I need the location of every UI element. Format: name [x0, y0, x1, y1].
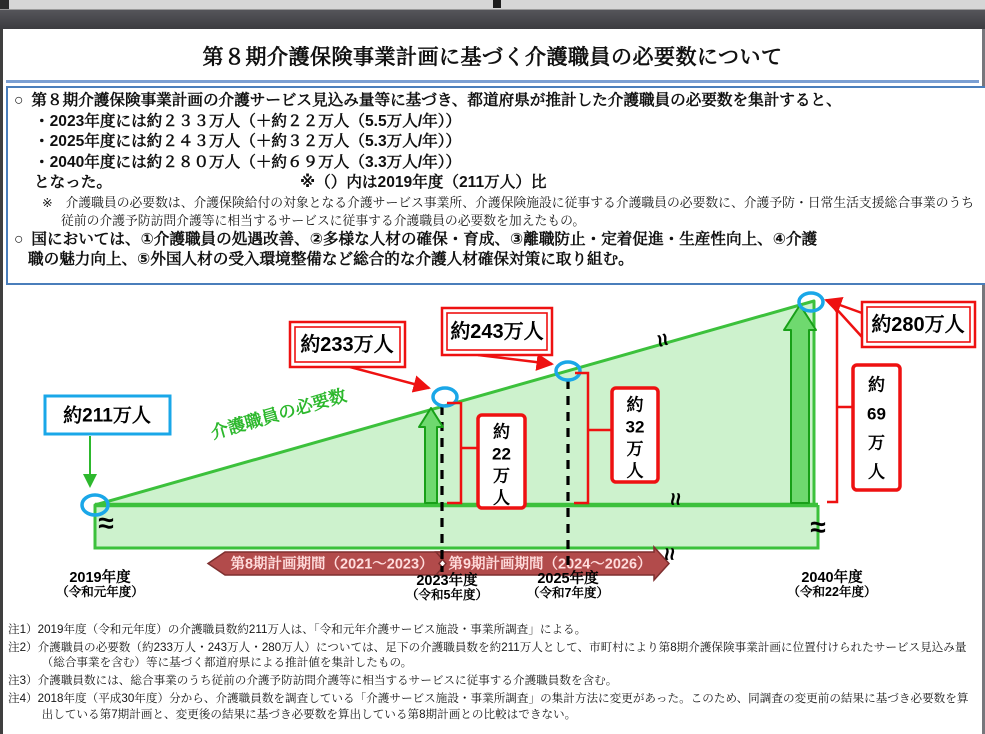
inc-2025-t0: 約 — [626, 395, 644, 415]
summary-line-1-text: 第８期介護保険事業計画の介護サービス見込み量等に基づき、都道府県が推計した介護職員の必要数を集計すると、 — [31, 92, 842, 109]
subnote-line-2: 従前の介護予防訪問介護等に相当するサービスに従事する介護職員の必要数を加えたもの。 — [61, 212, 586, 228]
circle-bullet: ○ — [14, 92, 24, 109]
inc-2023-t3: 人 — [493, 488, 510, 508]
break-diagonal: ≈ — [648, 330, 678, 350]
value-2025-label: 約243万人 — [450, 321, 544, 343]
bracket-2040 — [827, 304, 853, 502]
subnote-line-1: ※ 介護職員の必要数は、介護保険給付の対象となる介護サービス事業所、介護保険施設に従事する介護職員の必要数に、介護予防・日常生活支援総合事業のうち — [42, 194, 975, 210]
summary-bullet-2040: ・2040年度には約２８０万人（＋約６９万人（3.3万人/年）） — [34, 153, 462, 171]
value-2023-label: 約233万人 — [300, 334, 394, 356]
diagram-svg — [8, 286, 978, 616]
x-axis-labels — [56, 568, 876, 602]
inc-2023-t1: 22 — [492, 444, 511, 464]
axis-2025-era: （令和7年度） — [527, 586, 609, 600]
arrow-233 — [350, 367, 429, 388]
footnotes — [8, 622, 976, 724]
break-right-edge: ≈ — [810, 511, 826, 543]
axis-2019-year: 2019年度 — [69, 570, 131, 586]
arrow-243 — [478, 355, 552, 364]
page-title: 第８期介護保険事業計画に基づく介護職員の必要数について — [202, 46, 783, 69]
footnote-2: 注2）介護職員の必要数（約233万人・243万人・280万人）については、足下の介護職員数を約211万人として、市町村により第8期介護保険事業計画に位置付けられたサービス見込み量（総合事業を含む）等に基づく都道府県による推計値を集計したもの。 — [8, 640, 967, 670]
inc-2025-t1: 32 — [625, 417, 645, 437]
break-bottom: ≈ — [657, 547, 683, 561]
summary-line-1 — [14, 91, 979, 112]
value-2019-label: 約211万人 — [63, 405, 151, 427]
policy-line-2: 職の魅力向上、⑤外国人材の受入環境整備など総合的な介護人材確保対策に取り組む。 — [28, 251, 634, 268]
projection-diagram — [8, 286, 978, 616]
value-2040-label: 約280万人 — [871, 314, 965, 336]
scrollbar-left-mark — [0, 0, 9, 9]
summary-bullet-2023: ・2023年度には約２３３万人（＋約２２万人（5.5万人/年）） — [34, 112, 462, 130]
axis-2019-era: （令和元年度） — [56, 585, 144, 599]
break-left-edge: ≈ — [98, 507, 114, 539]
window-left-edge — [0, 29, 3, 734]
period-9-label: 第9期計画期間（2024～2026） — [448, 556, 652, 573]
footnote-4: 注4）2018年度（平成30年度）分から、介護職員数を調査している「介護サービス施設・事業所調査」の集計方法に変更があった。このため、同調査の変更前の結果に基づき必要数を算出している第7期計画と、変更後の結果に基づき必要数を算出している第8期計画との比較はできない。 — [8, 692, 969, 721]
axis-2023-year: 2023年度 — [416, 573, 478, 589]
circle-bullet-2: ○ — [14, 230, 24, 248]
policy-line-1 — [14, 230, 979, 251]
break-baseline: ≈ — [663, 492, 689, 506]
series-label: 介護職員の必要数 — [208, 385, 349, 443]
viewer-toolbar — [0, 10, 985, 29]
conclusion-text: となった。 — [34, 174, 112, 191]
summary-conclusion-row — [14, 173, 979, 194]
title-underline — [6, 80, 979, 83]
summary-bullet-2025: ・2025年度には約２４３万人（＋約３２万人（5.3万人/年）） — [34, 133, 462, 150]
inc-2040-t0: 約 — [868, 375, 885, 395]
inc-2023-t2: 万 — [493, 466, 510, 486]
inc-2040-t2: 万 — [868, 433, 885, 453]
policy-line-1-text: 国においては、①介護職員の処遇改善、②多様な人材の確保・育成、③離職防止・定着促進・生産性向上、④介護 — [31, 230, 818, 248]
inc-2025-t3: 人 — [626, 461, 644, 481]
scrollbar-thumb[interactable] — [493, 0, 501, 8]
period-8-label: 第8期計画期間（2021～2023） — [230, 556, 434, 573]
paren-note: ※（）内は2019年度（211万人）比 — [299, 174, 547, 191]
window-top-scrollbar[interactable] — [0, 0, 985, 10]
inc-2023-t0: 約 — [493, 422, 510, 442]
axis-2025-year: 2025年度 — [537, 571, 599, 587]
axis-2023-era: （令和5年度） — [406, 588, 488, 602]
summary-box — [6, 86, 985, 285]
footnote-3: 注3）介護職員数には、総合事業のうち従前の介護予防訪問介護等に相当するサービスに従事する介護職員数を含む。 — [8, 674, 618, 688]
inc-2040-t3: 人 — [868, 462, 885, 482]
axis-2040-year: 2040年度 — [801, 570, 863, 586]
inc-2040-t1: 69 — [867, 404, 886, 424]
footnote-1: 注1）2019年度（令和元年度）の介護職員数約211万人は、「令和元年介護サービス施設・事業所調査」による。 — [8, 623, 587, 636]
arrow-280-a — [826, 300, 862, 313]
inc-2025-t2: 万 — [626, 439, 644, 459]
axis-2040-era: （令和22年度） — [787, 585, 877, 599]
